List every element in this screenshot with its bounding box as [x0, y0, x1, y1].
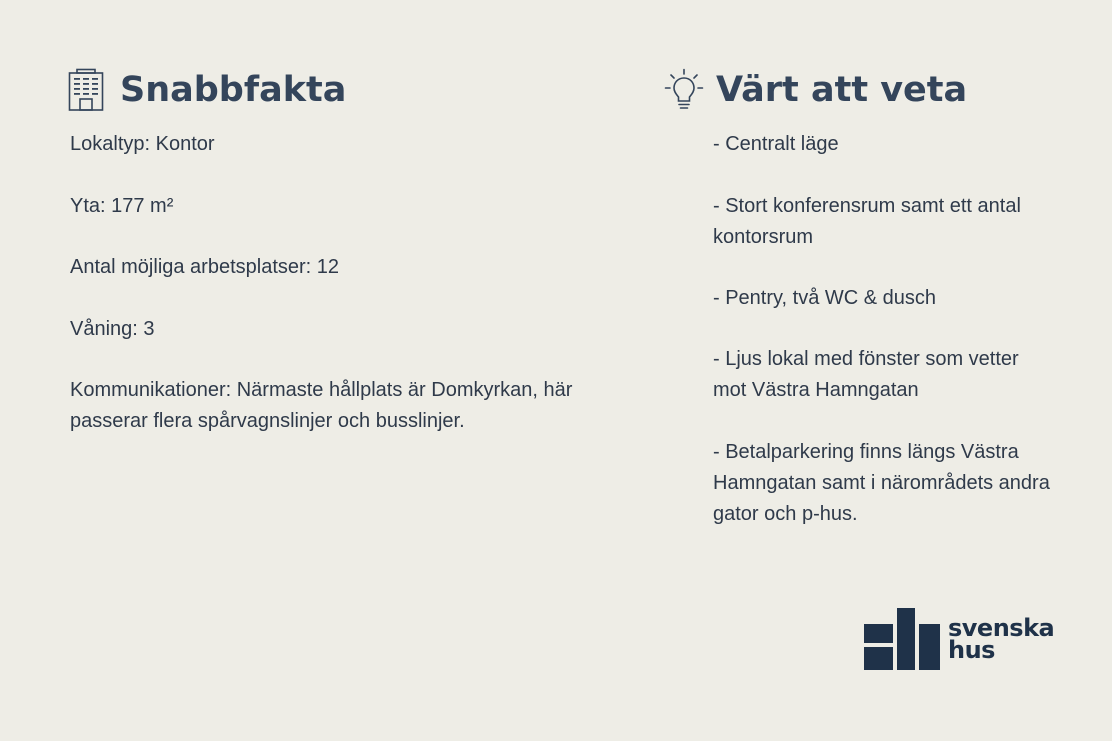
svenska-hus-wordmark — [948, 614, 1055, 664]
tip-parking: - Betalparkering finns längs Västra Hamngatan samt i närområdets andra gator och p-hus. — [713, 441, 1050, 525]
building-icon — [68, 68, 104, 112]
facts-heading-row — [68, 68, 346, 112]
fact-area: Yta: 177 m² — [70, 195, 174, 217]
logo-text-line-2: hus — [948, 636, 995, 664]
fact-communications: Kommunikationer: Närmaste hållplats är Domkyrkan, här passerar flera spårvagnslinjer och busslinjer. — [70, 379, 573, 432]
svenska-hus-logo — [864, 608, 1054, 670]
fact-workstations: Antal möjliga arbetsplatser: 12 — [70, 256, 340, 278]
svenska-hus-logo-mark — [864, 608, 940, 670]
tips-heading-row — [664, 68, 967, 112]
fact-premises-type: Lokaltyp: Kontor — [70, 133, 215, 155]
fact-floor: Våning: 3 — [70, 318, 155, 340]
tip-bright-premises: - Ljus lokal med fönster som vetter mot Västra Hamngatan — [713, 348, 1019, 401]
facts-heading: Snabbfakta — [120, 70, 347, 110]
tip-central-location: - Centralt läge — [713, 133, 839, 155]
logo-text-line-1: svenska — [948, 614, 1055, 642]
tips-heading: Värt att veta — [716, 70, 968, 110]
tip-pantry: - Pentry, två WC & dusch — [713, 287, 937, 309]
tip-conference-room: - Stort konferensrum samt ett antal kontorsrum — [713, 195, 1021, 248]
lightbulb-icon — [664, 68, 704, 112]
